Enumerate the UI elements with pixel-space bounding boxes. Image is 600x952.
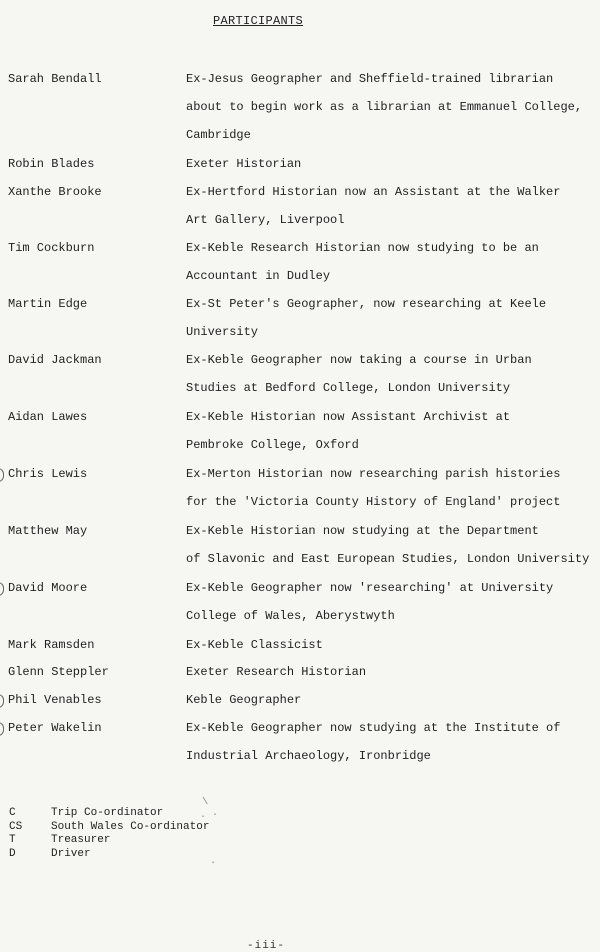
participant-name: Martin Edge bbox=[8, 297, 88, 311]
legend-meaning: Driver bbox=[51, 847, 91, 860]
participant-description bbox=[186, 410, 596, 466]
description-line: Ex-Jesus Geographer and Sheffield-trained librarian bbox=[186, 72, 554, 86]
description-line: Ex-Hertford Historian now an Assistant at the Walker bbox=[186, 185, 561, 199]
participant-name: Xanthe Brooke bbox=[8, 185, 102, 199]
bracket-mark-icon bbox=[0, 694, 4, 708]
legend-meaning: Trip Co-ordinator bbox=[51, 807, 164, 819]
participant-description bbox=[186, 638, 596, 666]
description-line: Ex-Keble Geographer now 'researching' at University bbox=[186, 581, 554, 595]
description-line: Pembroke College, Oxford bbox=[186, 438, 359, 452]
description-line: Exeter Research Historian bbox=[186, 665, 367, 679]
description-line: Ex-St Peter's Geographer, now researching at Keele bbox=[186, 297, 547, 311]
description-line: about to begin work as a librarian at Emmanuel College, bbox=[186, 100, 583, 114]
participant-name: Phil Venables bbox=[8, 693, 102, 707]
participant-name: Sarah Bendall bbox=[8, 72, 102, 86]
legend-code: T bbox=[9, 834, 16, 846]
description-line: Ex-Keble Geographer now studying at the Institute of bbox=[186, 721, 561, 735]
description-line: College of Wales, Aberystwyth bbox=[186, 609, 395, 623]
legend-code: D bbox=[9, 847, 16, 860]
legend-meaning: South Wales Co-ordinator bbox=[51, 820, 210, 833]
participant-name: Glenn Steppler bbox=[8, 665, 109, 679]
description-line: University bbox=[186, 325, 259, 339]
participant-description bbox=[186, 721, 596, 777]
participant-name: David Moore bbox=[8, 581, 88, 595]
participant-name: Aidan Lawes bbox=[8, 410, 88, 424]
participant-name: Robin Blades bbox=[8, 157, 95, 171]
description-line: Ex-Merton Historian now researching parish histories bbox=[186, 467, 561, 481]
description-line: Cambridge bbox=[186, 128, 251, 142]
participant-description bbox=[186, 353, 596, 409]
participant-description bbox=[186, 241, 596, 297]
participant-description bbox=[186, 185, 596, 241]
participant-name: David Jackman bbox=[8, 353, 102, 367]
pencil-mark-icon: / bbox=[200, 796, 214, 807]
description-line: Keble Geographer bbox=[186, 693, 302, 707]
description-line: of Slavonic and East European Studies, London University bbox=[186, 552, 590, 566]
description-line: Ex-Keble Historian now Assistant Archivist at bbox=[186, 410, 511, 424]
participant-description bbox=[186, 581, 596, 637]
description-line: Ex-Keble Research Historian now studying to be an bbox=[186, 241, 539, 255]
participant-name: Mark Ramsden bbox=[8, 638, 95, 652]
participant-name: Chris Lewis bbox=[8, 467, 88, 481]
description-line: Exeter Historian bbox=[186, 157, 302, 171]
bracket-mark-icon bbox=[0, 582, 4, 596]
participant-description bbox=[186, 72, 596, 156]
participant-description bbox=[186, 157, 596, 185]
legend-code: CS bbox=[9, 820, 23, 833]
page-number: -iii- bbox=[247, 940, 286, 952]
participant-description bbox=[186, 467, 596, 523]
participant-name: Matthew May bbox=[8, 524, 88, 538]
description-line: Ex-Keble Classicist bbox=[186, 638, 323, 652]
bracket-mark-icon bbox=[0, 468, 4, 482]
participant-description bbox=[186, 524, 596, 580]
description-line: Art Gallery, Liverpool bbox=[186, 213, 345, 227]
participant-name: Peter Wakelin bbox=[8, 721, 102, 735]
legend-code: C bbox=[9, 807, 16, 819]
page-title: PARTICIPANTS bbox=[213, 14, 304, 28]
description-line: Ex-Keble Historian now studying at the Department bbox=[186, 524, 539, 538]
bracket-mark-icon bbox=[0, 722, 4, 736]
participant-description bbox=[186, 665, 596, 693]
pencil-dot-icon: · bbox=[210, 858, 217, 869]
participant-name: Tim Cockburn bbox=[8, 241, 95, 255]
description-line: Industrial Archaeology, Ironbridge bbox=[186, 749, 431, 763]
pencil-dots-icon: . · bbox=[200, 810, 219, 821]
description-line: Studies at Bedford College, London University bbox=[186, 381, 511, 395]
legend-meaning: Treasurer bbox=[51, 834, 111, 846]
description-line: Accountant in Dudley bbox=[186, 269, 331, 283]
participant-description bbox=[186, 297, 596, 353]
participant-description bbox=[186, 693, 596, 721]
description-line: Ex-Keble Geographer now taking a course in Urban bbox=[186, 353, 532, 367]
description-line: for the 'Victoria County History of England' project bbox=[186, 495, 561, 509]
